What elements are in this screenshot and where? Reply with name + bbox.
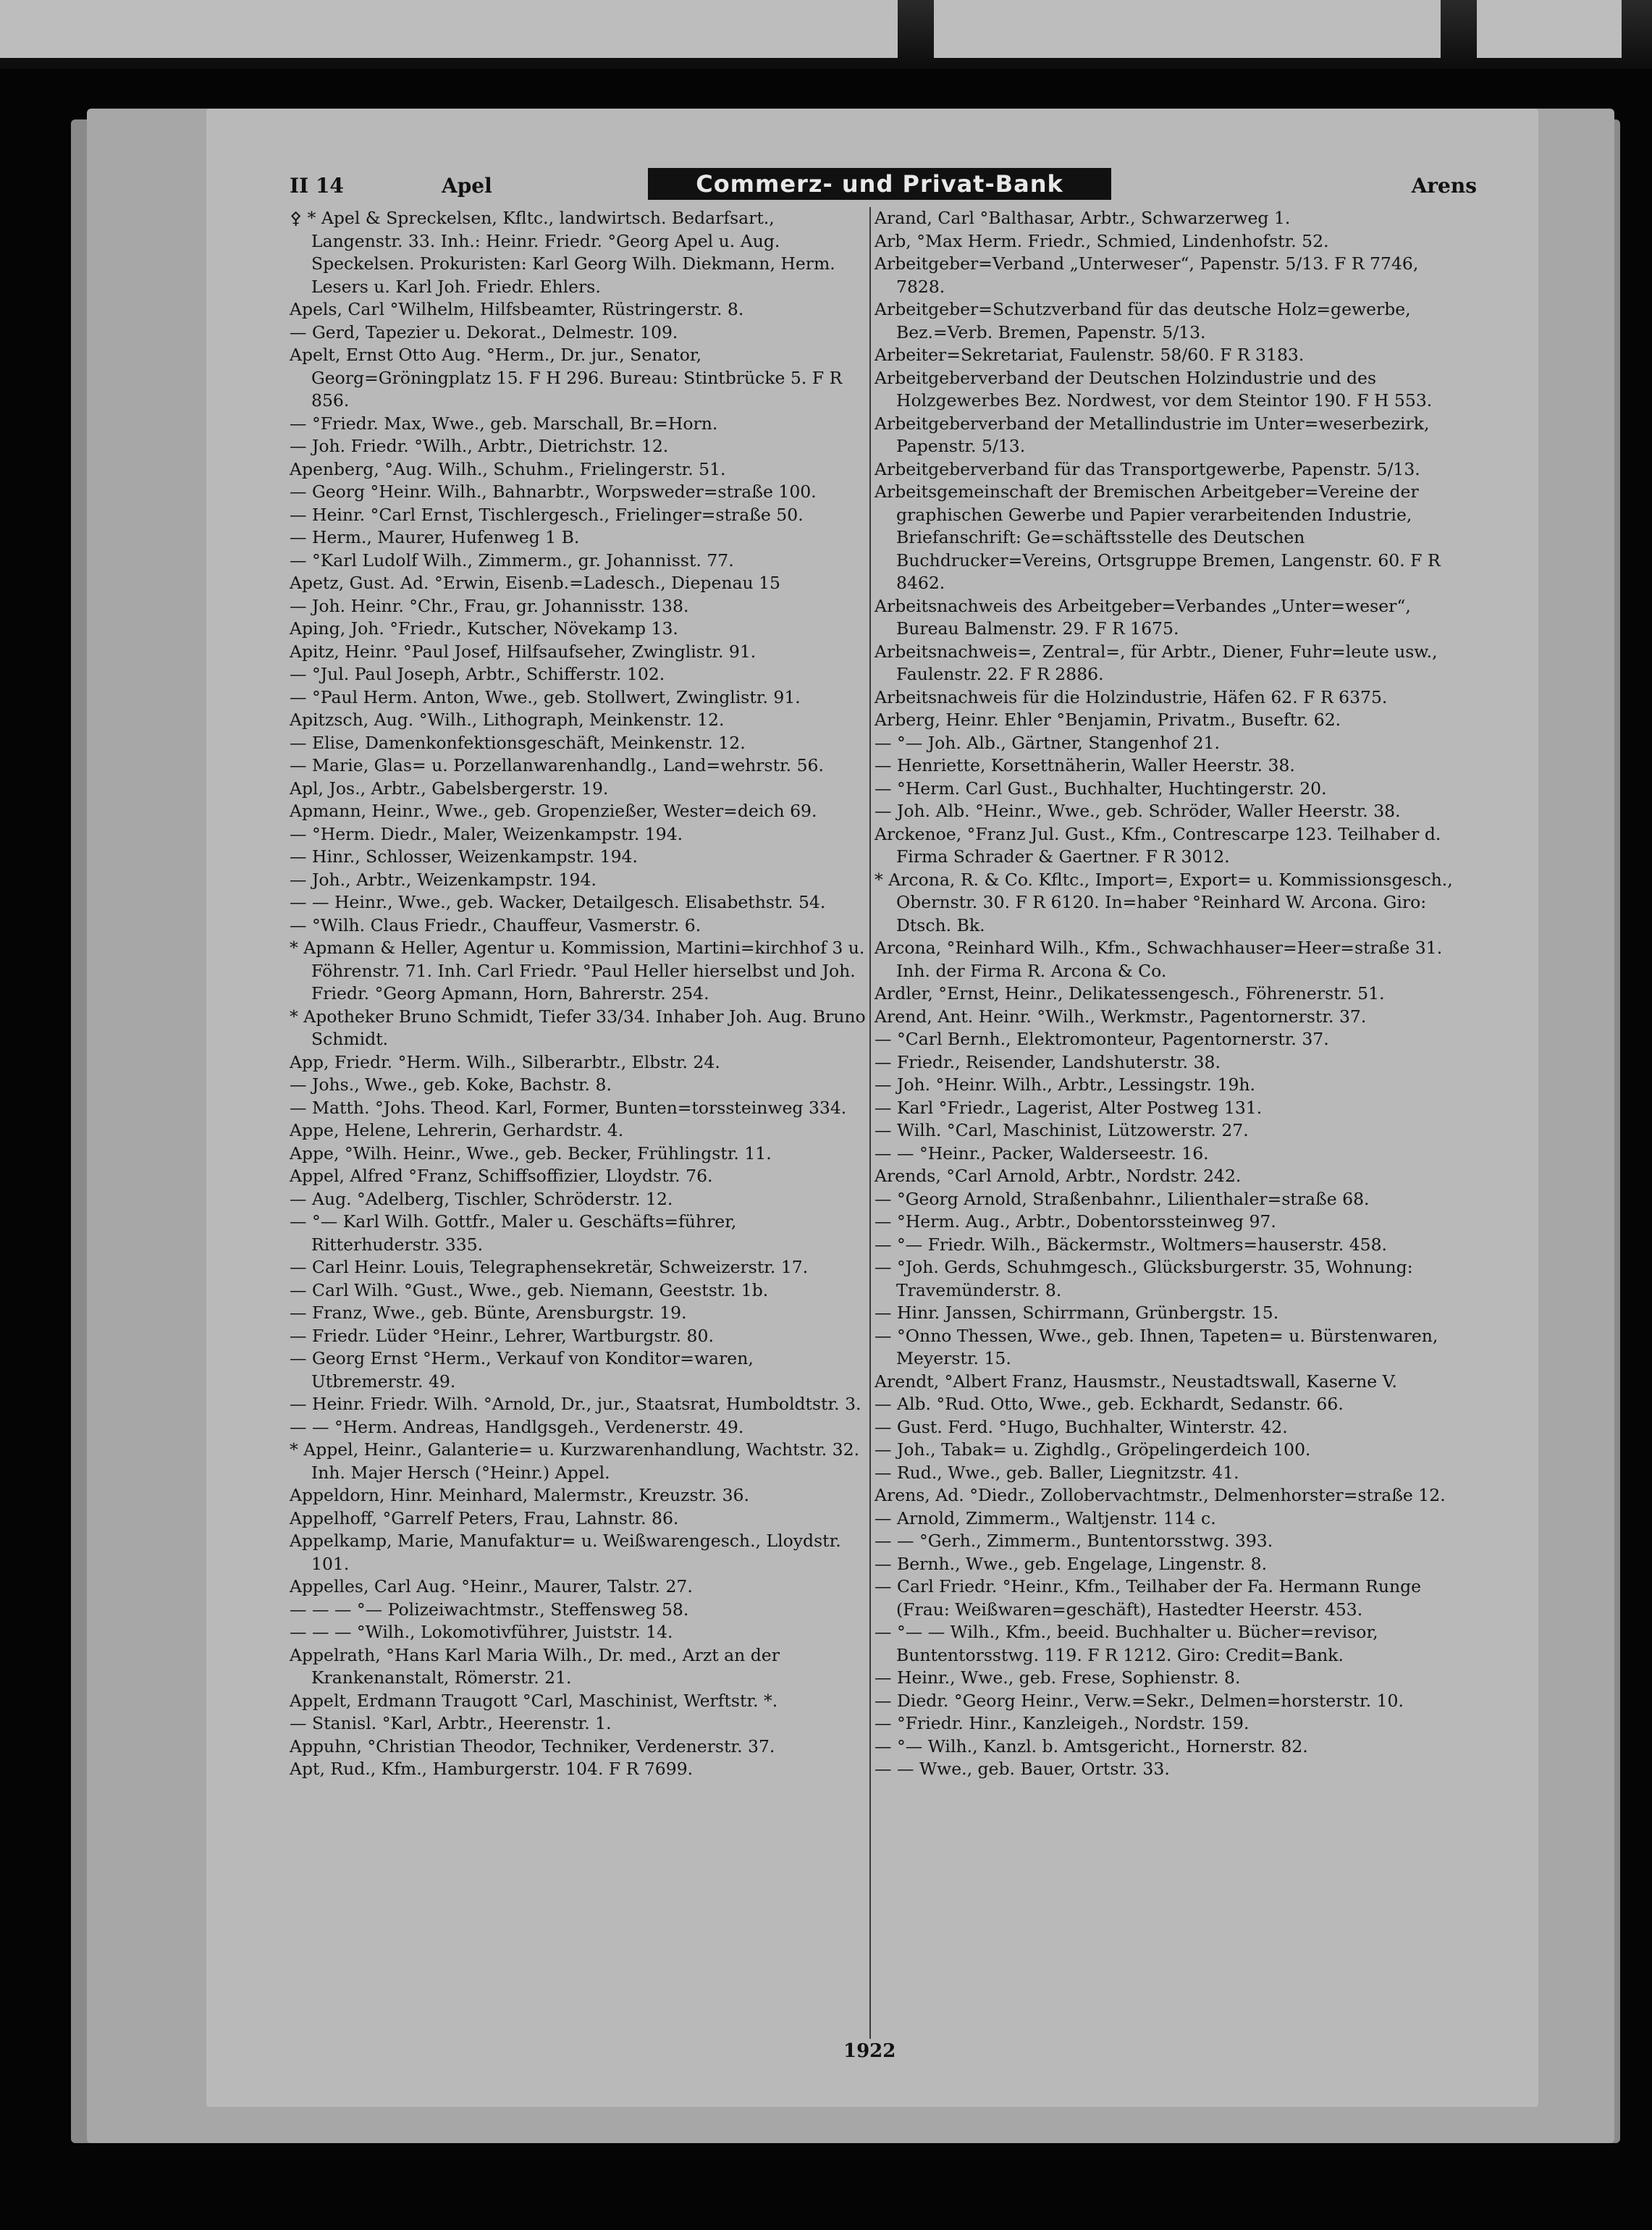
directory-entry: — — °Heinr., Packer, Walderseestr. 16. [875, 1143, 1209, 1164]
directory-entry: — — °Herm. Andreas, Handlgsgeh., Verdenerstr. 49. [290, 1416, 744, 1437]
directory-entry: ⚴ * Apel & Spreckelsen, Kfltc., landwirtsch. Bedarfsart., Langenstr. 33. Inh.: Heinr. Friedr. °Georg Apel u. Aug. Speckelsen. Prokuristen: Karl Georg Wilh. Diekmann, Herm. Lesers u. Karl Joh. Friedr. Ehlers. [290, 208, 835, 297]
directory-entry: * Apotheker Bruno Schmidt, Tiefer 33/34. Inhaber Joh. Aug. Bruno Schmidt. [290, 1006, 866, 1049]
directory-entry: — Heinr. °Carl Ernst, Tischlergesch., Frielinger=straße 50. [290, 504, 804, 525]
directory-entry: — °Wilh. Claus Friedr., Chauffeur, Vasmerstr. 6. [290, 914, 701, 935]
directory-entry: Arend, Ant. Heinr. °Wilh., Werkmstr., Pagentornerstr. 37. [875, 1006, 1367, 1027]
directory-entry: Ardler, °Ernst, Heinr., Delikatessengesch., Föhrenerstr. 51. [875, 983, 1385, 1004]
directory-entry: — — — °Wilh., Lokomotivführer, Juiststr. 14. [290, 1622, 673, 1642]
directory-entry: — — °Gerh., Zimmerm., Buntentorsstwg. 393. [875, 1531, 1273, 1551]
directory-entry: Arbeitsnachweis=, Zentral=, für Arbtr., Diener, Fuhr=leute usw., Faulenstr. 22. F R 2886. [875, 641, 1438, 684]
directory-entry: Appe, °Wilh. Heinr., Wwe., geb. Becker, Frühlingstr. 11. [290, 1143, 772, 1164]
directory-entry: — Gust. Ferd. °Hugo, Buchhalter, Winterstr. 42. [875, 1416, 1288, 1437]
directory-entry: Apitz, Heinr. °Paul Josef, Hilfsaufseher, Zwinglistr. 91. [290, 641, 757, 662]
directory-entry: — °Onno Thessen, Wwe., geb. Ihnen, Tapeten= u. Bürstenwaren, Meyerstr. 15. [875, 1325, 1438, 1368]
directory-entry: Appelles, Carl Aug. °Heinr., Maurer, Talstr. 27. [290, 1576, 693, 1596]
directory-entry: — Georg °Heinr. Wilh., Bahnarbtr., Worpsweder=straße 100. [290, 481, 817, 502]
directory-entry: — Stanisl. °Karl, Arbtr., Heerenstr. 1. [290, 1713, 612, 1733]
directory-entry: Arbeiter=Sekretariat, Faulenstr. 58/60. F R 3183. [875, 345, 1305, 365]
directory-entry: — Matth. °Johs. Theod. Karl, Former, Bunten=torssteinweg 334. [290, 1097, 847, 1118]
advert-banner: Commerz- und Privat-Bank [648, 168, 1111, 200]
directory-entry: Arbeitsnachweis des Arbeitgeber=Verbandes „Unter=weser“, Bureau Balmenstr. 29. F R 1675. [875, 595, 1411, 639]
directory-entry: — °Jul. Paul Joseph, Arbtr., Schifferstr. 102. [290, 664, 665, 684]
directory-entry: — °Georg Arnold, Straßenbahnr., Lilienthaler=straße 68. [875, 1188, 1370, 1209]
directory-entry: Appelkamp, Marie, Manufaktur= u. Weißwarengesch., Lloydstr. 101. [290, 1531, 841, 1574]
directory-entry: Appelt, Erdmann Traugott °Carl, Maschinist, Werftstr. *. [290, 1690, 778, 1711]
directory-entry: Apt, Rud., Kfm., Hamburgerstr. 104. F R 7699. [290, 1759, 694, 1779]
directory-entry: Arbeitgeberverband der Metallindustrie im Unter=weserbezirk, Papenstr. 5/13. [875, 413, 1430, 456]
directory-entry: — Henriette, Korsettnäherin, Waller Heerstr. 38. [875, 755, 1295, 775]
directory-entry: Arb, °Max Herm. Friedr., Schmied, Lindenhofstr. 52. [875, 230, 1329, 251]
directory-entry: — °Karl Ludolf Wilh., Zimmerm., gr. Johannisst. 77. [290, 550, 734, 571]
directory-entry: — Franz, Wwe., geb. Bünte, Arensburgstr. 19. [290, 1303, 687, 1323]
directory-entry: — Carl Heinr. Louis, Telegraphensekretär, Schweizerstr. 17. [290, 1257, 809, 1277]
directory-entry: — Johs., Wwe., geb. Koke, Bachstr. 8. [290, 1074, 612, 1095]
directory-entry: Apelt, Ernst Otto Aug. °Herm., Dr. jur., Senator, Georg=Gröningplatz 15. F H 296. Bureau: Stintbrücke 5. F R 856. [290, 345, 843, 411]
directory-entry: — Hinr., Schlosser, Weizenkampstr. 194. [290, 846, 638, 867]
directory-entry: Aping, Joh. °Friedr., Kutscher, Növekamp 13. [290, 618, 678, 639]
directory-entry: — °Carl Bernh., Elektromonteur, Pagentornerstr. 37. [875, 1029, 1329, 1049]
directory-entry: Arbeitsgemeinschaft der Bremischen Arbeitgeber=Vereine der graphischen Gewerbe und Papier verarbeitenden Industrie, Briefanschrift: Ge=schäftsstelle des Deutschen Buchdrucker=Vereins, Ortsgruppe Bremen, Langenstr. 60. F R 8462. [875, 481, 1441, 593]
directory-entry: — Joh. °Heinr. Wilh., Arbtr., Lessingstr. 19h. [875, 1074, 1256, 1095]
directory-entry: Arcona, °Reinhard Wilh., Kfm., Schwachhauser=Heer=straße 31. Inh. der Firma R. Arcona & Co. [875, 938, 1443, 981]
directory-entry: — Rud., Wwe., geb. Baller, Liegnitzstr. 41. [875, 1462, 1239, 1483]
directory-entry: — Friedr., Reisender, Landshuterstr. 38. [875, 1051, 1221, 1072]
directory-entry: Arbeitgeber=Schutzverband für das deutsche Holz=gewerbe, Bez.=Verb. Bremen, Papenstr. 5/13. [875, 299, 1411, 342]
directory-entry: Apetz, Gust. Ad. °Erwin, Eisenb.=Ladesch., Diepenau 15 [290, 573, 781, 593]
directory-entry: — °— Wilh., Kanzl. b. Amtsgericht., Hornerstr. 82. [875, 1735, 1308, 1756]
directory-entry: — — — °— Polizeiwachtmstr., Steffensweg 58. [290, 1599, 689, 1620]
directory-entry: — Elise, Damenkonfektionsgeschäft, Meinkenstr. 12. [290, 732, 746, 753]
directory-entry: Arckenoe, °Franz Jul. Gust., Kfm., Contrescarpe 123. Teilhaber d. Firma Schrader & Gaertner. F R 3012. [875, 823, 1441, 867]
directory-entry: Arbeitgeberverband für das Transportgewerbe, Papenstr. 5/13. [875, 458, 1420, 479]
directory-entry: — Carl Friedr. °Heinr., Kfm., Teilhaber der Fa. Hermann Runge (Frau: Weißwaren=geschäft), Hastedter Heerstr. 453. [875, 1576, 1422, 1620]
directory-entry: — °— — Wilh., Kfm., beeid. Buchhalter u. Bücher=revisor, Buntentorsstwg. 119. F R 1212. Giro: Credit=Bank. [875, 1622, 1378, 1665]
directory-entry: — Bernh., Wwe., geb. Engelage, Lingenstr. 8. [875, 1553, 1268, 1574]
directory-entry: Appe, Helene, Lehrerin, Gerhardstr. 4. [290, 1120, 624, 1140]
directory-entry: — Joh. Friedr. °Wilh., Arbtr., Dietrichstr. 12. [290, 436, 669, 456]
directory-entry: — Joh., Tabak= u. Zighdlg., Gröpelingerdeich 100. [875, 1439, 1311, 1460]
directory-entry: Arbeitgeber=Verband „Unterweser“, Papenstr. 5/13. F R 7746, 7828. [875, 253, 1419, 297]
film-strip [0, 0, 898, 58]
directory-entry: * Apmann & Heller, Agentur u. Kommission, Martini=kirchhof 3 u. Föhrenstr. 71. Inh. Carl Friedr. °Paul Heller hierselbst und Joh. Friedr. °Georg Apmann, Horn, Bahrerstr. 254. [290, 938, 865, 1004]
directory-entry: Appelrath, °Hans Karl Maria Wilh., Dr. med., Arzt an der Krankenanstalt, Römerstr. 21. [290, 1644, 780, 1688]
directory-entry: — Heinr. Friedr. Wilh. °Arnold, Dr., jur., Staatsrat, Humboldtstr. 3. [290, 1394, 861, 1414]
directory-entry: — Herm., Maurer, Hufenweg 1 B. [290, 527, 580, 547]
directory-entry: Arand, Carl °Balthasar, Arbtr., Schwarzerweg 1. [875, 208, 1291, 228]
film-strip [1477, 0, 1622, 58]
directory-entry: — °Paul Herm. Anton, Wwe., geb. Stollwert, Zwinglistr. 91. [290, 686, 801, 707]
directory-entry: — Aug. °Adelberg, Tischler, Schröderstr. 12. [290, 1188, 673, 1209]
directory-entry: — °— Joh. Alb., Gärtner, Stangenhof 21. [875, 732, 1220, 753]
directory-entry: Apmann, Heinr., Wwe., geb. Gropenzießer, Wester=deich 69. [290, 801, 817, 821]
header-last-word: Arens [1411, 174, 1477, 198]
directory-entry: Appuhn, °Christian Theodor, Techniker, Verdenerstr. 37. [290, 1735, 775, 1756]
directory-entry: — — Wwe., geb. Bauer, Ortstr. 33. [875, 1759, 1170, 1779]
directory-entry: — Hinr. Janssen, Schirrmann, Grünbergstr. 15. [875, 1303, 1279, 1323]
directory-entry: * Arcona, R. & Co. Kfltc., Import=, Export= u. Kommissionsgesch., Obernstr. 30. F R 6120. In=haber °Reinhard W. Arcona. Giro: Dtsch. Bk. [875, 869, 1453, 935]
directory-entry: — Marie, Glas= u. Porzellanwarenhandlg., Land=wehrstr. 56. [290, 755, 824, 775]
directory-entry: Apenberg, °Aug. Wilh., Schuhm., Frielingerstr. 51. [290, 458, 726, 479]
directory-entry: Arbeitsnachweis für die Holzindustrie, Häfen 62. F R 6375. [875, 686, 1388, 707]
page-footer-year: 1922 [843, 2040, 896, 2062]
directory-entry: Appel, Alfred °Franz, Schiffsoffizier, Lloydstr. 76. [290, 1166, 713, 1186]
directory-entry: * Appel, Heinr., Galanterie= u. Kurzwarenhandlung, Wachtstr. 32. Inh. Majer Hersch (°Heinr.) Appel. [290, 1439, 860, 1483]
directory-entry: Arens, Ad. °Diedr., Zollobervachtmstr., Delmenhorster=straße 12. [875, 1485, 1446, 1505]
directory-entry: Apitzsch, Aug. °Wilh., Lithograph, Meinkenstr. 12. [290, 710, 725, 730]
directory-entry: Apels, Carl °Wilhelm, Hilfsbeamter, Rüstringerstr. 8. [290, 299, 744, 319]
directory-entry: — Joh. Heinr. °Chr., Frau, gr. Johannisstr. 138. [290, 595, 689, 616]
directory-entry: — °Herm. Diedr., Maler, Weizenkampstr. 194. [290, 823, 683, 844]
film-edge [0, 0, 1652, 69]
right-column [875, 207, 1455, 1781]
directory-entry: Appelhoff, °Garrelf Peters, Frau, Lahnstr. 86. [290, 1507, 679, 1528]
directory-entry: Arberg, Heinr. Ehler °Benjamin, Privatm., Buseftr. 62. [875, 710, 1341, 730]
directory-entry: — °Joh. Gerds, Schuhmgesch., Glücksburgerstr. 35, Wohnung: Travemünderstr. 8. [875, 1257, 1413, 1300]
directory-entry: — Carl Wilh. °Gust., Wwe., geb. Niemann, Geeststr. 1b. [290, 1279, 769, 1300]
directory-entry: — Joh. Alb. °Heinr., Wwe., geb. Schröder, Waller Heerstr. 38. [875, 801, 1401, 821]
directory-entry: — — Heinr., Wwe., geb. Wacker, Detailgesch. Elisabethstr. 54. [290, 892, 826, 912]
page-header [290, 168, 1477, 201]
directory-entry: — °Friedr. Max, Wwe., geb. Marschall, Br.=Horn. [290, 413, 718, 434]
directory-entry: — Friedr. Lüder °Heinr., Lehrer, Wartburgstr. 80. [290, 1325, 714, 1346]
directory-entry: — Arnold, Zimmerm., Waltjenstr. 114 c. [875, 1507, 1216, 1528]
directory-entry: — Diedr. °Georg Heinr., Verw.=Sekr., Delmen=horsterstr. 10. [875, 1690, 1404, 1711]
directory-entry: — Wilh. °Carl, Maschinist, Lützowerstr. 27. [875, 1120, 1249, 1140]
directory-entry: — °— Friedr. Wilh., Bäckermstr., Woltmers=hauserstr. 458. [875, 1234, 1388, 1255]
directory-entry: — °Herm. Aug., Arbtr., Dobentorssteinweg 97. [875, 1211, 1276, 1232]
directory-entry: Arends, °Carl Arnold, Arbtr., Nordstr. 242. [875, 1166, 1242, 1186]
left-column [290, 207, 870, 1781]
directory-entry: — Joh., Arbtr., Weizenkampstr. 194. [290, 869, 597, 890]
directory-entry: App, Friedr. °Herm. Wilh., Silberarbtr., Elbstr. 24. [290, 1051, 720, 1072]
directory-entry: Arendt, °Albert Franz, Hausmstr., Neustadtswall, Kaserne V. [875, 1371, 1397, 1392]
directory-entry: — Karl °Friedr., Lagerist, Alter Postweg 131. [875, 1097, 1263, 1118]
column-divider [869, 207, 871, 2039]
directory-entry: — °Friedr. Hinr., Kanzleigeh., Nordstr. 159. [875, 1713, 1249, 1733]
film-strip [934, 0, 1441, 58]
directory-entry: — Alb. °Rud. Otto, Wwe., geb. Eckhardt, Sedanstr. 66. [875, 1394, 1344, 1414]
directory-entry: — Georg Ernst °Herm., Verkauf von Konditor=waren, Utbremerstr. 49. [290, 1348, 754, 1392]
directory-entry: Appeldorn, Hinr. Meinhard, Malermstr., Kreuzstr. 36. [290, 1485, 749, 1505]
directory-entry: Apl, Jos., Arbtr., Gabelsbergerstr. 19. [290, 778, 609, 799]
directory-entry: — Gerd, Tapezier u. Dekorat., Delmestr. 109. [290, 321, 678, 342]
directory-entry: — °— Karl Wilh. Gottfr., Maler u. Geschäfts=führer, Ritterhuderstr. 335. [290, 1211, 737, 1255]
directory-entry: — °Herm. Carl Gust., Buchhalter, Huchtingerstr. 20. [875, 778, 1327, 799]
header-first-word: Apel [442, 174, 492, 198]
directory-entry: Arbeitgeberverband der Deutschen Holzindustrie und des Holzgewerbes Bez. Nordwest, vor dem Steintor 190. F H 553. [875, 367, 1433, 411]
directory-entry: — Heinr., Wwe., geb. Frese, Sophienstr. 8. [875, 1667, 1241, 1688]
page-number: II 14 [290, 174, 344, 198]
